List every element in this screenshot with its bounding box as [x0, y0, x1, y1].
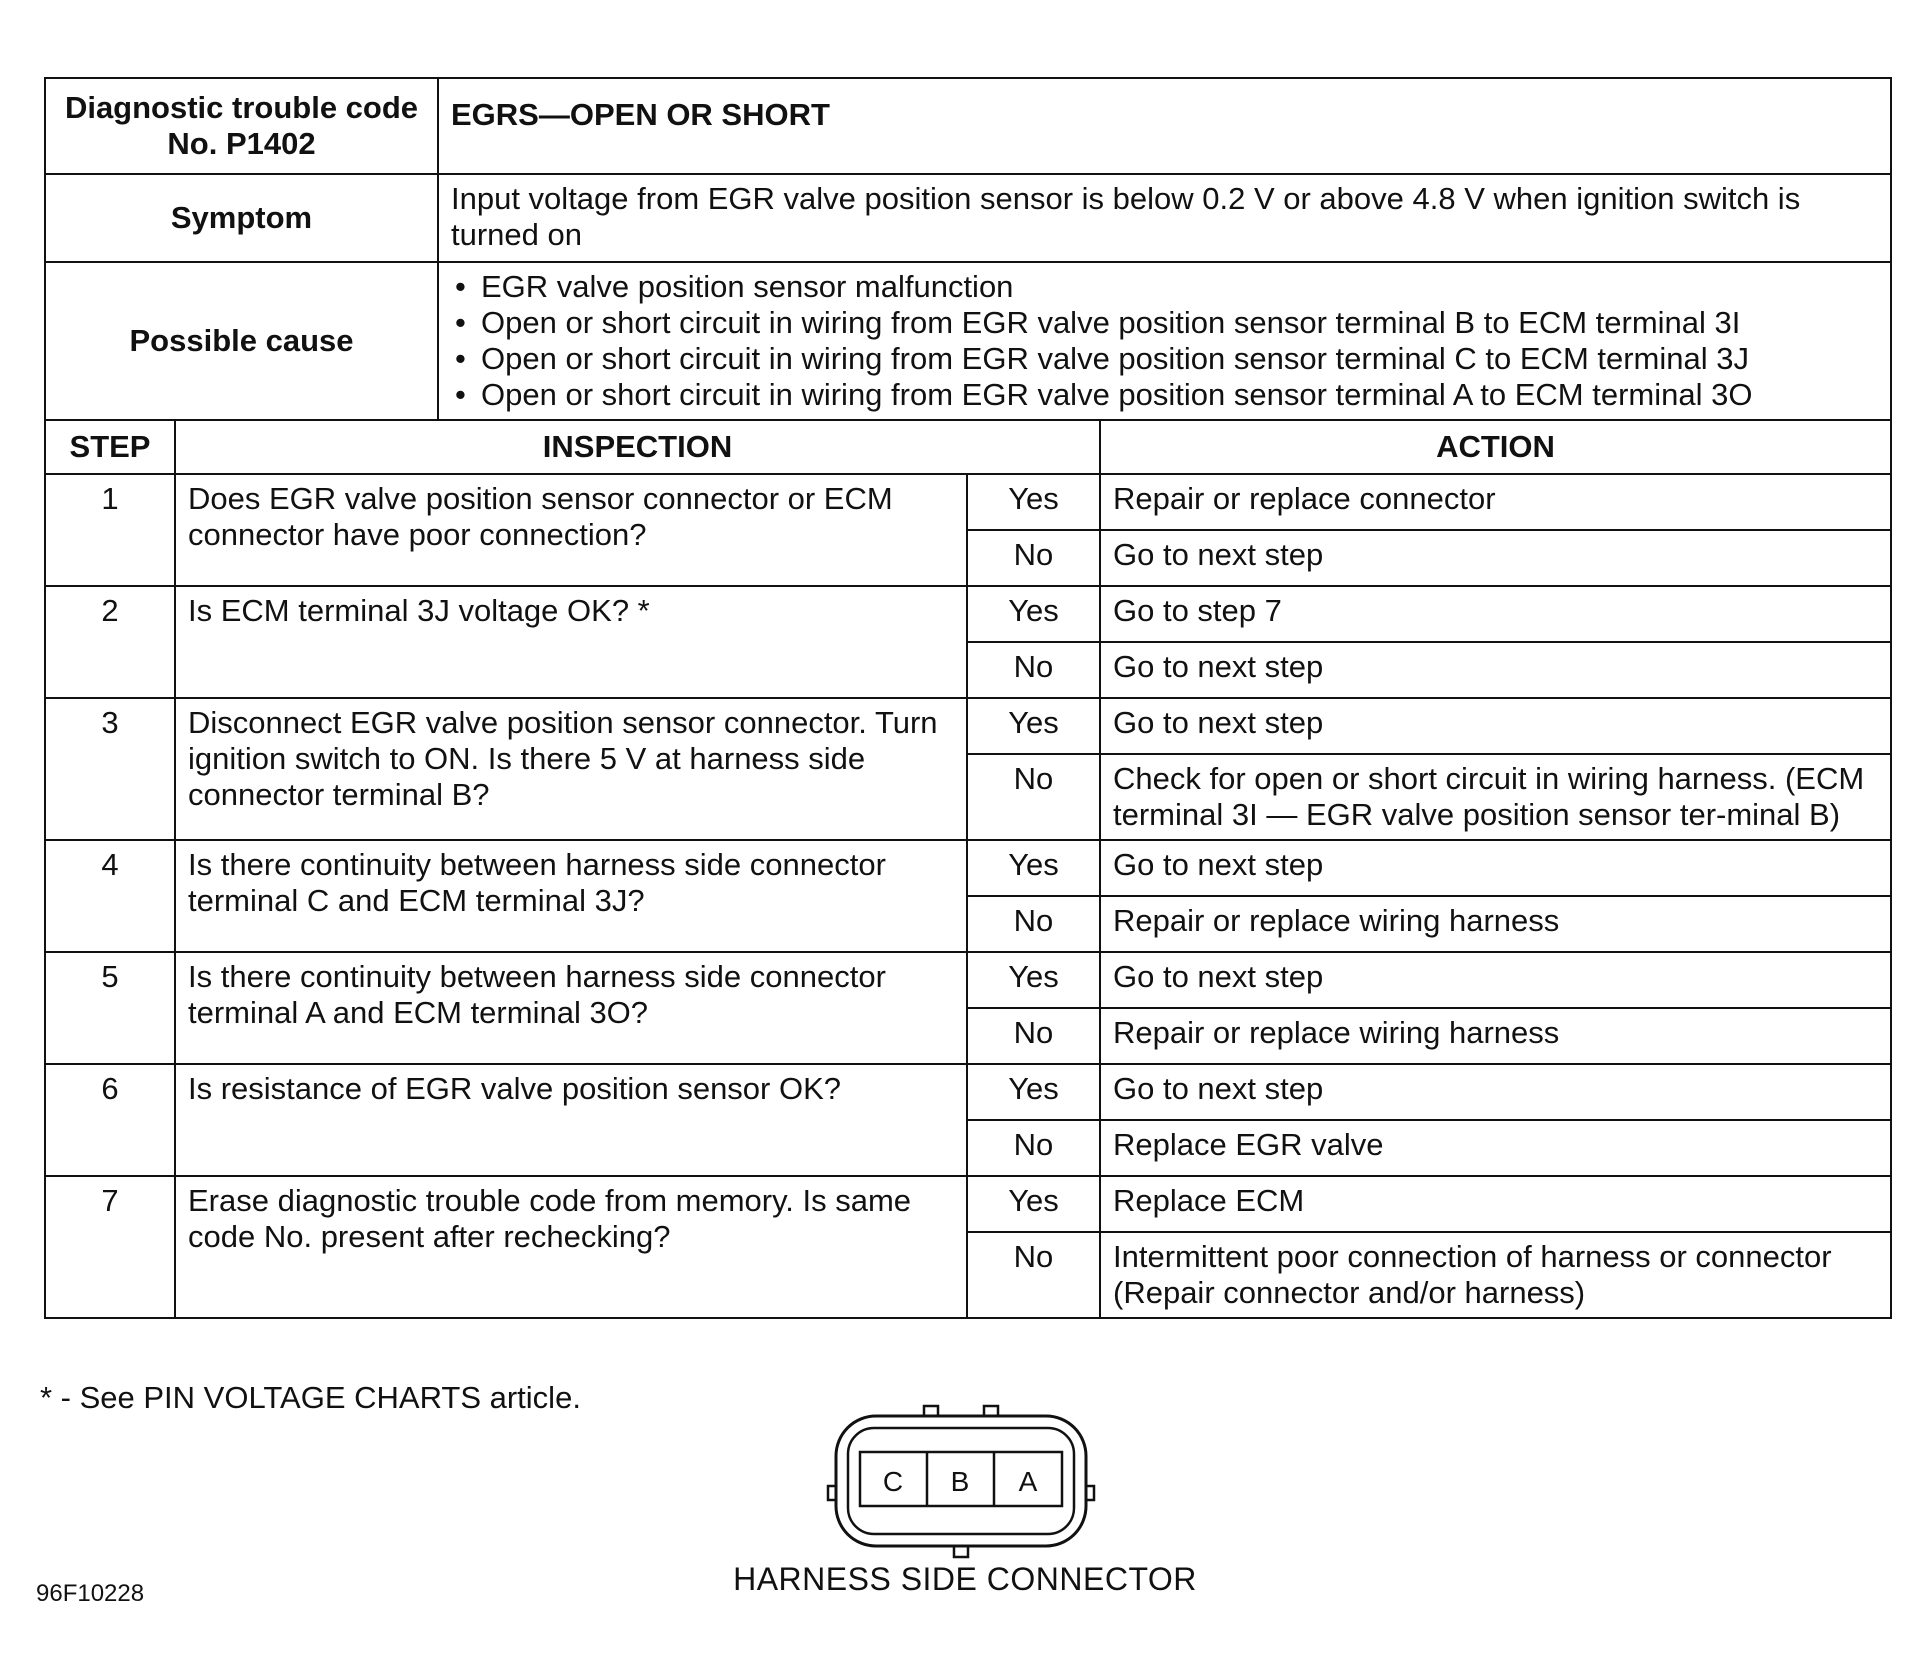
possible-cause-cell	[438, 262, 1891, 420]
no-action: Intermittent poor connection of harness or connector (Repair connector and/or harness)	[1100, 1232, 1891, 1318]
step-number: 7	[45, 1176, 175, 1318]
dtc-header-table	[44, 77, 1892, 421]
footnote: * - See PIN VOLTAGE CHARTS article.	[40, 1380, 581, 1415]
yes-label: Yes	[967, 1064, 1100, 1120]
table-row	[45, 474, 1891, 530]
step-number: 4	[45, 840, 175, 952]
no-action: Repair or replace wiring harness	[1100, 1008, 1891, 1064]
steps-table	[44, 419, 1892, 1319]
no-label: No	[967, 1008, 1100, 1064]
harness-connector-diagram	[826, 1404, 1096, 1564]
no-label: No	[967, 1120, 1100, 1176]
terminal-label: C	[882, 1466, 904, 1497]
step-number: 2	[45, 586, 175, 698]
table-row	[45, 1176, 1891, 1232]
table-row	[45, 586, 1891, 642]
table-row	[45, 952, 1891, 1008]
no-action: Go to next step	[1100, 642, 1891, 698]
step-number: 1	[45, 474, 175, 586]
yes-action: Go to step 7	[1100, 586, 1891, 642]
table-row	[45, 840, 1891, 896]
step-inspection: Is there continuity between harness side connector terminal C and ECM terminal 3J?	[175, 840, 967, 952]
diagnostic-sheet	[44, 77, 1892, 1319]
figure-id: 96F10228	[36, 1580, 145, 1607]
dtc-title: EGRS—OPEN OR SHORT	[438, 78, 1891, 174]
no-action: Go to next step	[1100, 530, 1891, 586]
yes-label: Yes	[967, 698, 1100, 754]
connector-caption: HARNESS SIDE CONNECTOR	[733, 1561, 1197, 1597]
terminal-label: A	[1018, 1466, 1038, 1497]
yes-action: Go to next step	[1100, 698, 1891, 754]
col-action-header: ACTION	[1100, 420, 1891, 474]
step-number: 3	[45, 698, 175, 840]
yes-label: Yes	[967, 1176, 1100, 1232]
step-number: 5	[45, 952, 175, 1064]
possible-cause-list	[451, 269, 1878, 413]
no-label: No	[967, 754, 1100, 840]
cause-item: • Open or short circuit in wiring from EGR valve position sensor terminal B to ECM terminal 3I	[451, 305, 1878, 341]
no-action: Repair or replace wiring harness	[1100, 896, 1891, 952]
step-inspection: Does EGR valve position sensor connector or ECM connector have poor connection?	[175, 474, 967, 586]
step-inspection: Is resistance of EGR valve position sensor OK?	[175, 1064, 967, 1176]
yes-label: Yes	[967, 586, 1100, 642]
table-row	[45, 1064, 1891, 1120]
symptom-label: Symptom	[45, 174, 438, 262]
yes-action: Go to next step	[1100, 840, 1891, 896]
cause-item: • EGR valve position sensor malfunction	[451, 269, 1878, 305]
symptom-text: Input voltage from EGR valve position sensor is below 0.2 V or above 4.8 V when ignition switch is turned on	[438, 174, 1891, 262]
yes-action: Go to next step	[1100, 952, 1891, 1008]
no-label: No	[967, 530, 1100, 586]
no-label: No	[967, 1232, 1100, 1318]
step-inspection: Disconnect EGR valve position sensor connector. Turn ignition switch to ON. Is there 5 V at harness side connector terminal B?	[175, 698, 967, 840]
possible-cause-label: Possible cause	[45, 262, 438, 420]
yes-action: Replace ECM	[1100, 1176, 1891, 1232]
step-inspection: Erase diagnostic trouble code from memory. Is same code No. present after rechecking?	[175, 1176, 967, 1318]
step-number: 6	[45, 1064, 175, 1176]
col-step-header: STEP	[45, 420, 175, 474]
yes-label: Yes	[967, 840, 1100, 896]
no-label: No	[967, 896, 1100, 952]
no-label: No	[967, 642, 1100, 698]
yes-label: Yes	[967, 952, 1100, 1008]
step-inspection: Is ECM terminal 3J voltage OK? *	[175, 586, 967, 698]
cause-item: • Open or short circuit in wiring from EGR valve position sensor terminal A to ECM terminal 3O	[451, 377, 1878, 413]
no-action: Replace EGR valve	[1100, 1120, 1891, 1176]
cause-item: • Open or short circuit in wiring from EGR valve position sensor terminal C to ECM terminal 3J	[451, 341, 1878, 377]
step-inspection: Is there continuity between harness side connector terminal A and ECM terminal 3O?	[175, 952, 967, 1064]
terminal-label: B	[950, 1466, 970, 1497]
dtc-label: Diagnostic trouble code No. P1402	[45, 78, 438, 174]
no-action: Check for open or short circuit in wiring harness. (ECM terminal 3I — EGR valve position sensor ter-minal B)	[1100, 754, 1891, 840]
yes-label: Yes	[967, 474, 1100, 530]
yes-action: Go to next step	[1100, 1064, 1891, 1120]
table-row	[45, 698, 1891, 754]
col-inspection-header: INSPECTION	[175, 420, 1100, 474]
yes-action: Repair or replace connector	[1100, 474, 1891, 530]
